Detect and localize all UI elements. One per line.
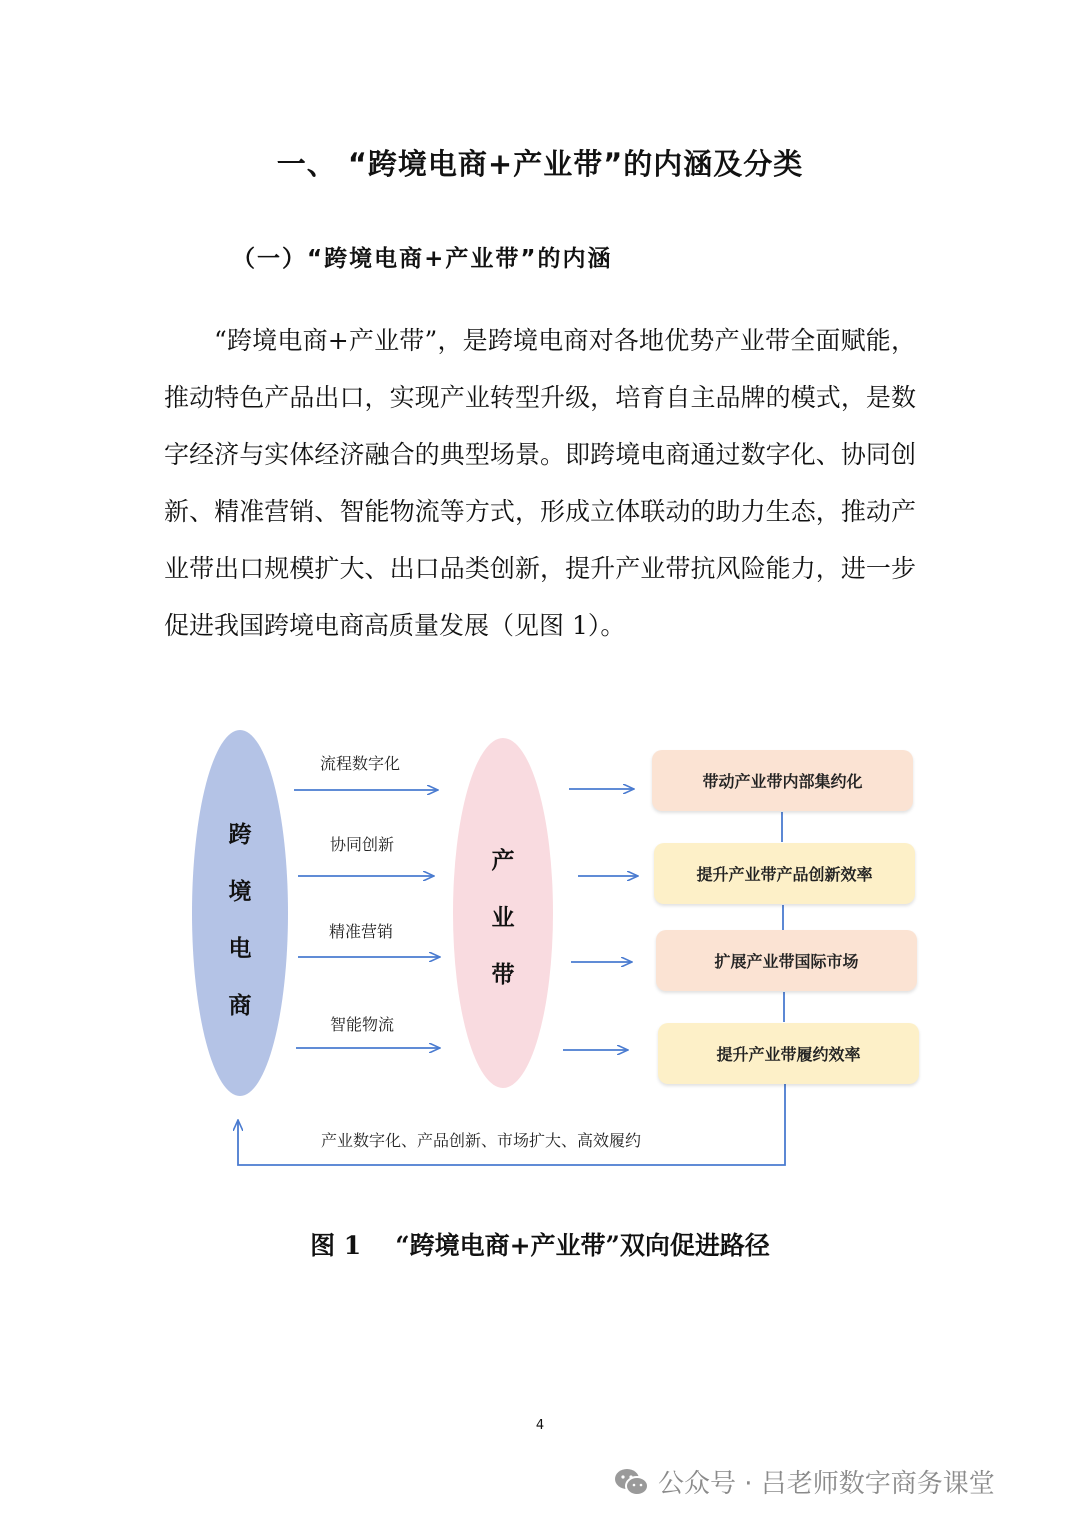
figure-diagram [180, 720, 940, 1190]
arrow-label-2: 协同创新 [330, 835, 395, 854]
outcome-box-2: 提升产业带产品创新效率 [654, 843, 915, 904]
subsection-heading: （一）“跨境电商+产业带”的内涵 [232, 246, 613, 272]
wechat-icon [612, 1467, 650, 1497]
outcome-box-1: 带动产业带内部集约化 [652, 750, 913, 811]
body-paragraph: “跨境电商+产业带”，是跨境电商对各地优势产业带全面赋能，推动特色产品出口，实现产业转型升级，培育自主品牌的模式，是数字经济与实体经济融合的典型场景。即跨境电商通过数字化、协同创新、精准营销、智能物流等方式，形成立体联动的助力生态，推动产业带出口规模扩大、出口品类创新，提升产业带抗风险能力，进一步促进我国跨境电商高质量发展（见图 1）。 [164, 326, 916, 640]
left-node-label-2: 境 [228, 879, 252, 905]
arrow-label-4: 智能物流 [330, 1015, 395, 1034]
watermark [612, 1463, 995, 1500]
page-number: 4 [535, 1418, 545, 1433]
figure-number: 图 1 [310, 1231, 362, 1260]
outcome-box-3: 扩展产业带国际市场 [656, 930, 917, 991]
outcome-box-4: 提升产业带履约效率 [658, 1023, 919, 1084]
figure-title: “跨境电商+产业带”双向促进路径 [395, 1231, 770, 1260]
feedback-line [238, 1084, 785, 1165]
watermark-text: 公众号 · 吕老师数字商务课堂 [658, 1469, 995, 1499]
left-node-label-4: 商 [228, 993, 252, 1019]
center-node-label-1: 产 [491, 848, 515, 874]
center-node-label-2: 业 [491, 905, 515, 931]
left-ellipse [192, 730, 288, 1096]
arrow-label-1: 流程数字化 [320, 754, 401, 773]
center-node-label-3: 带 [491, 962, 515, 988]
left-node-label-3: 电 [228, 936, 252, 962]
figure-caption [0, 1226, 1080, 1262]
arrow-label-3: 精准营销 [329, 922, 394, 941]
section-heading: 一、 “跨境电商+产业带”的内涵及分类 [276, 147, 804, 181]
left-node-label-1: 跨 [228, 822, 252, 848]
feedback-label: 产业数字化、产品创新、市场扩大、高效履约 [321, 1131, 642, 1150]
